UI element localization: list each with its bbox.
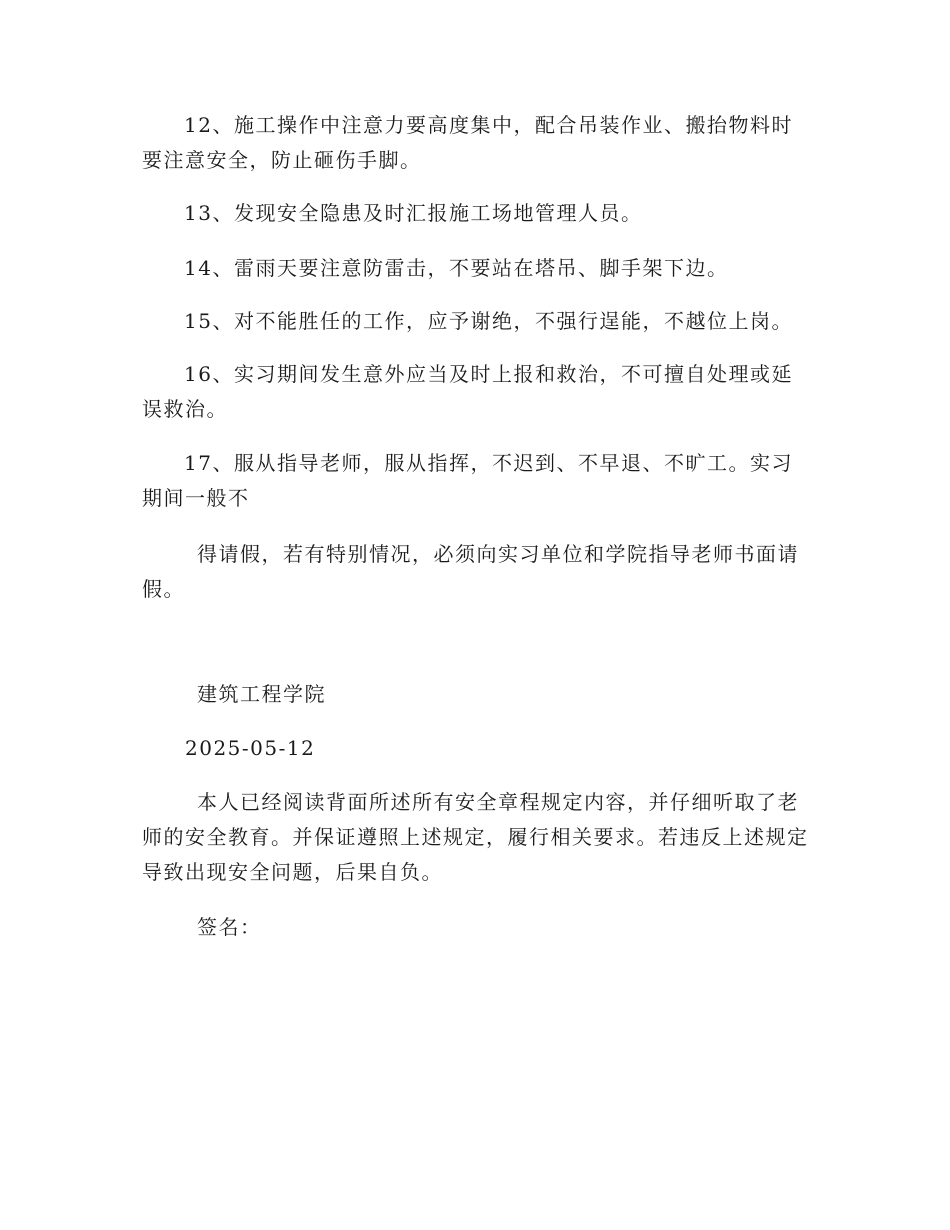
rule-item-12: 12、施工操作中注意力要高度集中，配合吊装作业、搬抬物料时要注意安全，防止砸伤手脚。 bbox=[142, 113, 793, 172]
rule-item-13: 13、发现安全隐患及时汇报施工场地管理人员。 bbox=[184, 201, 643, 225]
declaration-text: 本人已经阅读背面所述所有安全章程规定内容，并仔细听取了老师的安全教育。并保证遵照上述规定，履行相关要求。若违反上述规定导致出现安全问题，后果自负。 bbox=[142, 790, 809, 884]
rule-item-17: 17、服从指导老师，服从指挥，不迟到、不早退、不旷工。实习期间一般不 bbox=[142, 451, 793, 510]
rule-item-16: 16、实习期间发生意外应当及时上报和救治，不可擅自处理或延误救治。 bbox=[142, 362, 793, 421]
rule-item-17-continuation: 得请假，若有特别情况，必须向实习单位和学院指导老师书面请假。 bbox=[142, 542, 799, 601]
rule-item-15: 15、对不能胜任的工作，应予谢绝，不强行逞能，不越位上岗。 bbox=[184, 309, 793, 333]
document-date: 2025-05-12 bbox=[185, 736, 316, 760]
rule-item-14: 14、雷雨天要注意防雷击，不要站在塔吊、脚手架下边。 bbox=[184, 256, 729, 280]
institution-name: 建筑工程学院 bbox=[197, 682, 326, 706]
signature-label: 签名： bbox=[197, 915, 262, 939]
